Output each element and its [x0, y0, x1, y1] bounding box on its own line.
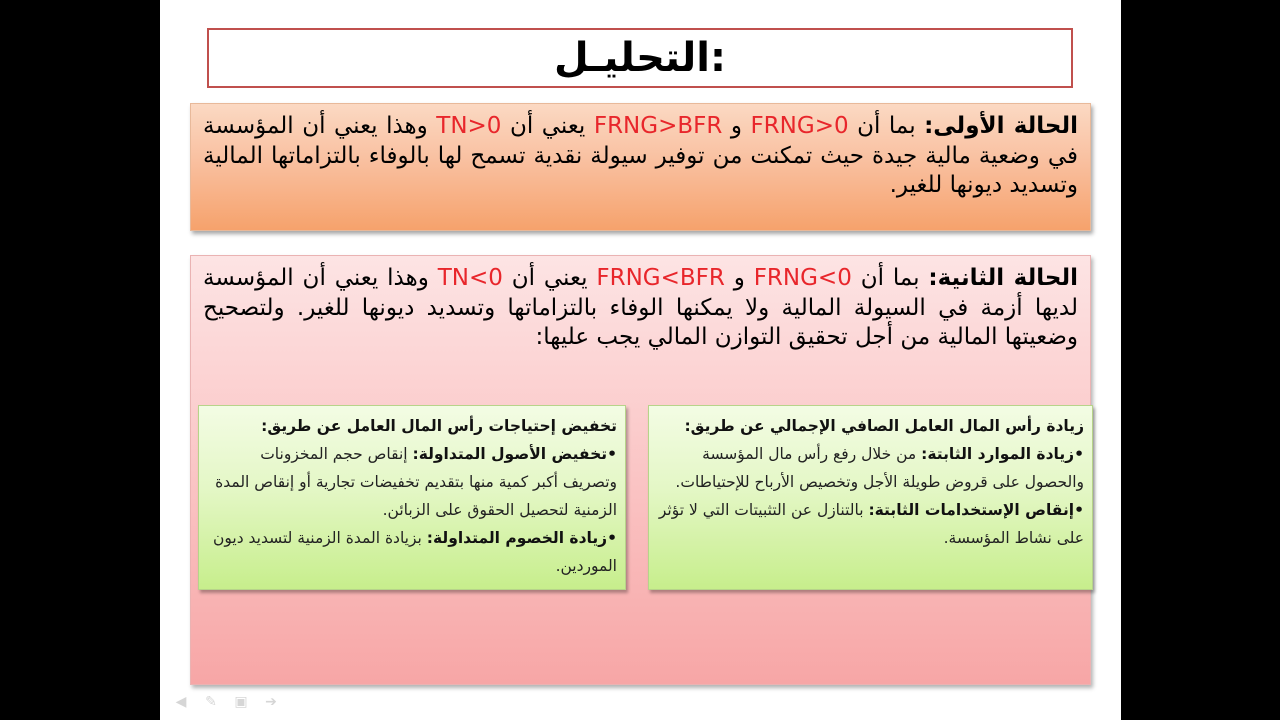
- case1-text-c: وهذا يعني أن المؤسسة في وضعية مالية جيدة حيث تمكنت من توفير سيولة نقدية تسمح لها بالوفاء بالتزاماتها المالية وتسديد ديونها للغير.: [203, 113, 1078, 198]
- increase-working-capital-box: [648, 405, 1093, 590]
- sub-left-item1-text: إنقاص حجم المخزونات وتصريف أكبر كمية منها بتقديم تخفيضات تجارية أو إنقاص المدة الزمنية لتحصيل الحقوق على الزبائن.: [215, 445, 617, 519]
- sub-left-heading: تخفيض إحتياجات رأس المال العامل عن طريق:: [261, 417, 617, 435]
- case1-conj: و: [722, 113, 751, 139]
- slide: [160, 0, 1121, 720]
- case2-text-a: بما أن: [851, 265, 929, 291]
- case1-cond1: FRNG>0: [750, 113, 849, 139]
- sub-right-item1-text: من خلال رفع رأس مال المؤسسة والحصول على قروض طويلة الأجل وتخصيص الأرباح للإحتياطات.: [675, 445, 1084, 491]
- pen-icon[interactable]: ✎: [205, 694, 217, 710]
- sub-right-item2: [657, 496, 1084, 552]
- sub-left-item2: [207, 524, 617, 580]
- slide-title: التحليـل:: [554, 35, 726, 81]
- arrow-right-icon[interactable]: ➔: [265, 694, 277, 710]
- sub-right-item1-label: •زيادة الموارد الثابتة:: [921, 445, 1084, 463]
- slide-nav-toolbar: [170, 694, 282, 710]
- case2-label: الحالة الثانية:: [928, 265, 1078, 291]
- case1-label: الحالة الأولى:: [924, 113, 1079, 139]
- case1-box: [190, 103, 1091, 231]
- slides-icon[interactable]: ▣: [234, 694, 248, 710]
- case1-text-b: يعني أن: [501, 113, 594, 139]
- case1-cond2: FRNG>BFR: [593, 113, 723, 139]
- sub-right-item2-text: بالتنازل عن التثبيتات التي لا تؤثر على نشاط المؤسسة.: [658, 501, 1084, 547]
- sub-right-heading: زيادة رأس المال العامل الصافي الإجمالي عن طريق:: [684, 417, 1084, 435]
- case2-cond3: TN<0: [437, 265, 503, 291]
- sub-right-item1: [657, 440, 1084, 496]
- sub-left-item2-text: بزيادة المدة الزمنية لتسديد ديون الموردين.: [213, 529, 617, 575]
- sub-left-item2-label: •زيادة الخصوم المتداولة:: [426, 529, 617, 547]
- case2-cond2: FRNG<BFR: [596, 265, 725, 291]
- arrow-left-icon[interactable]: ◀: [175, 694, 187, 710]
- case2-conj: و: [724, 265, 754, 291]
- sub-right-item2-label: •إنقاص الإستخدامات الثابتة:: [868, 501, 1084, 519]
- case1-cond3: TN>0: [436, 113, 502, 139]
- case2-text-c: وهذا يعني أن المؤسسة لديها أزمة في السيولة المالية ولا يمكنها الوفاء بالتزاماتها وتسديد ديونها للغير. ولتصحيح وضعيتها المالية من أجل تحقيق التوازن المالي يجب عليها:: [203, 265, 1078, 350]
- sub-left-item1: [207, 440, 617, 524]
- case2-text-b: يعني أن: [502, 265, 597, 291]
- case2-cond1: FRNG<0: [753, 265, 852, 291]
- case1-text-a: بما أن: [848, 113, 925, 139]
- reduce-working-capital-needs-box: [198, 405, 626, 590]
- sub-left-item1-label: •تخفيض الأصول المتداولة:: [412, 445, 617, 463]
- title-box: [207, 28, 1073, 88]
